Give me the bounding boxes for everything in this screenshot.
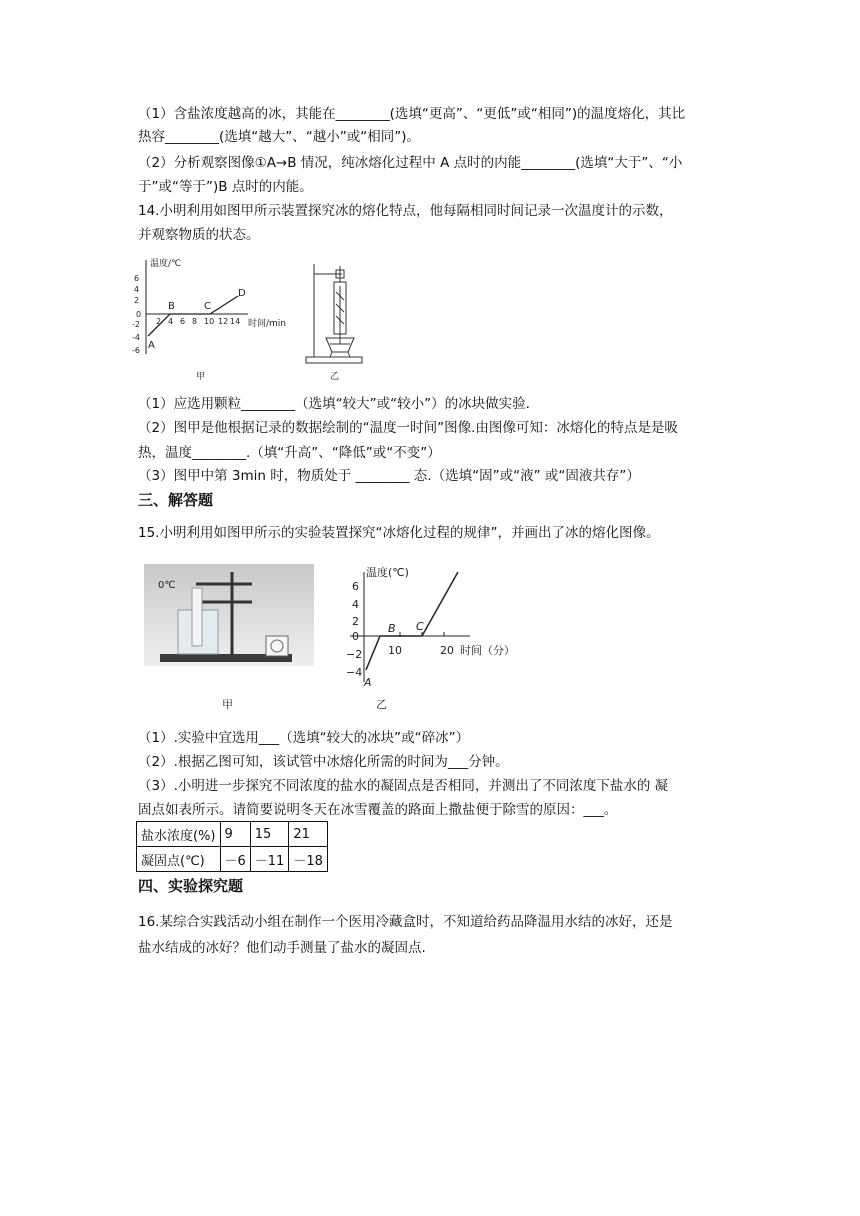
apparatus-drawing [306,264,362,363]
figure-15 [140,558,540,718]
point-label: A [364,676,372,689]
x-tick: 8 [192,317,198,326]
y-axis-label: 温度/℃ [150,259,182,269]
text-line: （3）.小明进一步探究不同浓度的盐水的凝固点是否相同，并测出了不同浓度下盐水的 凝 [138,778,669,794]
text-line: 盐水结成的冰好？他们动手测量了盐水的凝固点. [138,940,426,956]
caption-jia: 甲 [196,372,206,382]
table-row [137,847,328,872]
point-label: B [388,622,396,635]
figure-14 [130,252,400,392]
caption-yi: 乙 [330,372,340,382]
text-line: （1）.实验中宜选用___（选填“较大的冰块”或“碎冰”） [138,730,470,746]
table-cell: 9 [220,822,250,847]
question-14: 14.小明利用如图甲所示装置探究冰的熔化特点，他每隔相同时间记录一次温度计的示数， [138,203,673,219]
text-line: （3）图甲中第 3min 时，物质处于 ________ 态.（选填“固”或“液” 或“固液共存”） [138,468,640,484]
y-tick: 0 [136,310,142,319]
question-16: 16.某综合实践活动小组在制作一个医用冷藏盒时，不知道给药品降温用水结的冰好，还是 [138,914,673,930]
table-cell: 15 [250,822,289,847]
table-cell: 21 [289,822,328,847]
table-header-cell: 凝固点(℃) [137,847,221,872]
x-axis-label: 时间/min [248,319,287,329]
salt-water-table [136,821,328,872]
text-line: （2）分析观察图像①A→B 情况，纯冰熔化过程中 A 点时的内能________(选填“大于”、“小 [138,155,683,171]
x-tick: 14 [230,317,241,326]
text-line: （1）应选用颗粒________（选填“较大”或“较小”）的冰块做实验. [138,396,530,412]
section-heading: 四、实验探究题 [138,877,244,895]
y-tick: −4 [346,666,363,679]
y-tick: 4 [352,598,359,611]
text-line: 于”或“等于”)B 点时的内能。 [138,179,313,195]
melting-curve [148,296,241,336]
point-label: C [416,620,424,633]
x-tick: 12 [218,317,229,326]
y-tick: 4 [134,285,140,294]
y-tick: -4 [132,333,140,342]
x-tick: 2 [156,317,162,326]
table-cell: －6 [220,847,250,872]
text-line: （1）含盐浓度越高的冰，其能在________(选填“更高”、“更低”或“相同”)的温度熔化，其比 [138,106,686,122]
x-tick: 10 [204,317,215,326]
table-cell: －11 [250,847,289,872]
x-axis-label: 时间（分） [460,644,515,657]
x-tick: 10 [388,644,402,657]
x-tick: 20 [440,644,454,657]
text-line: 热，温度________.（填“升高”、“降低”或“不变”） [138,445,441,461]
section-heading: 三、解答题 [138,491,214,509]
text-line: 热容________(选填“越大”、“越小”或“相同”)。 [138,129,420,145]
point-label: B [168,301,175,312]
text-line: 并观察物质的状态。 [138,227,260,243]
point-label: C [204,301,211,312]
photo-label: 0℃ [158,580,176,591]
point-label: D [238,288,246,299]
question-15: 15.小明利用如图甲所示的实验装置探究“冰熔化过程的规律”，并画出了冰的熔化图像。 [138,525,660,541]
caption-yi: 乙 [376,698,387,711]
text-line: （2）图甲是他根据记录的数据绘制的“温度一时间”图像.由图像可知：冰熔化的特点是是吸 [138,420,678,436]
table-header-cell: 盐水浓度(%) [137,822,221,847]
text-line: 固点如表所示。请简要说明冬天在冰雪覆盖的路面上撒盐便于除雪的原因：___。 [138,802,618,818]
point-label: A [148,340,155,351]
y-axis-label: 温度(℃) [366,566,409,579]
y-tick: -6 [132,346,140,355]
x-tick: 6 [180,317,186,326]
y-tick: 0 [352,630,359,643]
text-line: （2）.根据乙图可知，该试管中冰熔化所需的时间为___分钟。 [138,754,509,770]
table-row [137,822,328,847]
y-tick: -2 [132,320,140,329]
table-cell: －18 [289,847,328,872]
y-tick: 2 [352,615,359,628]
x-tick: 4 [168,317,174,326]
caption-jia: 甲 [222,698,233,711]
y-tick: 6 [352,580,359,593]
y-tick: 6 [134,274,140,283]
y-tick: 2 [134,296,140,305]
y-tick: −2 [346,648,363,661]
